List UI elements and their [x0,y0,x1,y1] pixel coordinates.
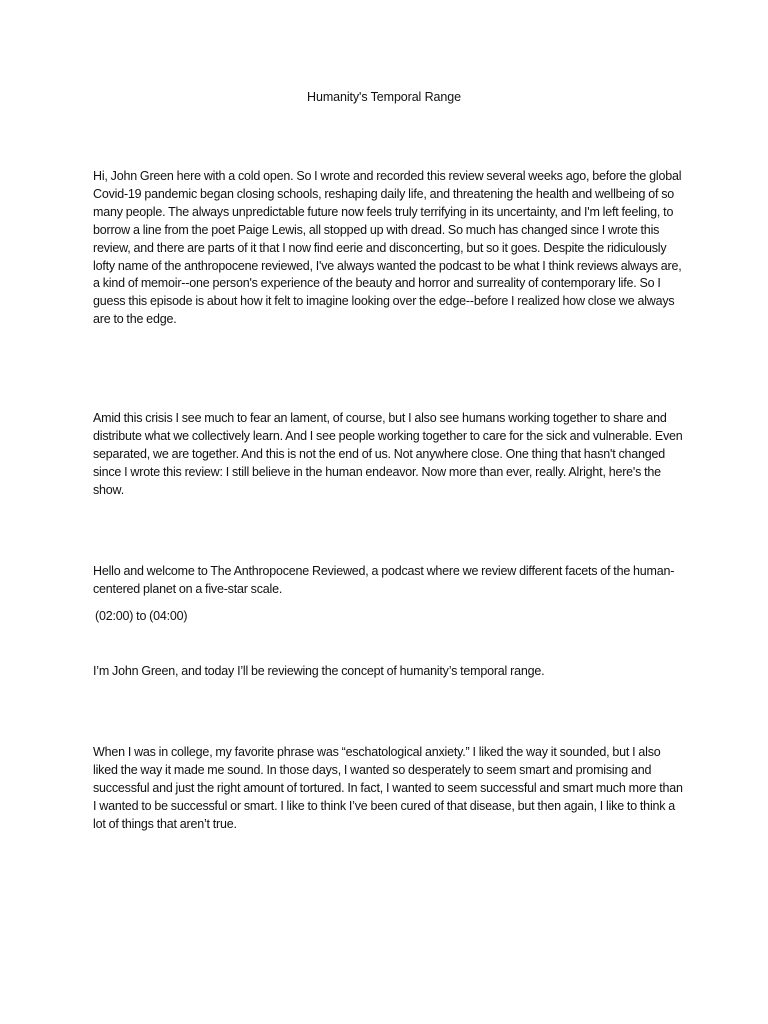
paragraph-intro: I’m John Green, and today I’ll be reviewing the concept of humanity’s temporal range. [93,664,545,678]
paragraph-college: When I was in college, my favorite phrase was “eschatological anxiety.” I liked the way it sounded, but I also liked the way it made me sound. In those days, I wanted so desperately to seem smart and promising and successful and just the right amount of tortured. In fact, I wanted to seem successful and smart much more than I wanted to be successful or smart. I like to think I’ve been cured of that disease, but then again, I like to think a lot of things that aren’t true. [93,745,683,831]
paragraph-crisis: Amid this crisis I see much to fear an lament, of course, but I also see humans working together to share and distribute what we collectively learn. And I see people working together to care for the sick and vulnerable. Even separated, we are together. And this is not the end of us. Not anywhere close. One thing that hasn't changed since I wrote this review: I still believe in the human endeavor. Now more than ever, really. Alright, here's the show. [93,411,683,497]
paragraph-timestamp: (02:00) to (04:00) [95,609,188,623]
document-title: Humanity's Temporal Range [307,90,461,104]
paragraph-welcome: Hello and welcome to The Anthropocene Reviewed, a podcast where we review different facets of the human-centered planet on a five-star scale. [93,564,675,596]
paragraph-cold-open: Hi, John Green here with a cold open. So I wrote and recorded this review several weeks ago, before the global Covid-19 pandemic began closing schools, reshaping daily life, and threatening the health and wellbeing of so many people. The always unpredictable future now feels truly terrifying in its uncertainty, and I'm left feeling, to borrow a line from the poet Paige Lewis, all stopped up with dread. So much has changed since I wrote this review, and there are parts of it that I now find eerie and disconcerting, but so it goes. Despite the ridiculously lofty name of the anthropocene reviewed, I've always wanted the podcast to be what I think reviews always are, a kind of memoir--one person's experience of the beauty and horror and surreality of contemporary life. So I guess this episode is about how it felt to imagine looking over the edge--before I realized how close we always are to the edge. [93,169,682,327]
